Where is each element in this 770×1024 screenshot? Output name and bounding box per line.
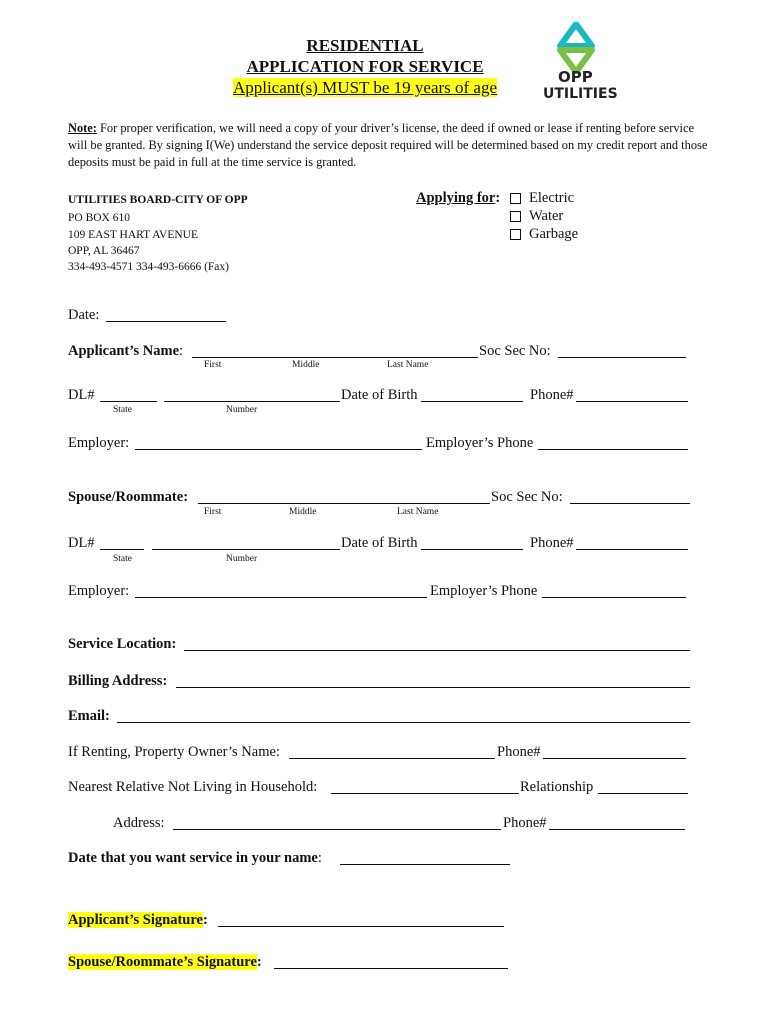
applicant-number-hint: Number [226,405,258,415]
org-name: UTILITIES BOARD-CITY OF OPP [68,194,248,206]
relative-phone-label: Phone# [503,815,547,831]
electric-checkbox[interactable] [510,193,521,204]
spouse-employer-phone-label: Employer’s Phone [430,583,538,599]
billing-address-label: Billing Address: [68,673,168,689]
address-street: 109 EAST HART AVENUE [68,229,198,241]
spouse-ssn-label: Soc Sec No: [491,489,563,505]
spouse-signature-colon: : [256,954,262,970]
renting-owner-phone-label: Phone# [497,744,541,760]
spouse-employer-label: Employer: [68,583,130,599]
relationship-field[interactable] [598,793,688,794]
applying-for-label [416,190,500,207]
applicant-phone-field[interactable] [576,401,688,402]
date-label: Date: [68,307,100,323]
date-service-text: Date that you want service in your name [68,850,318,866]
renting-owner-phone-field[interactable] [543,758,686,759]
service-location-label: Service Location: [68,636,177,652]
applicant-employer-field[interactable] [135,449,422,450]
applicant-state-hint: State [113,405,132,415]
applicant-name-colon: : [179,343,184,359]
applicant-dl-label: DL# [68,387,95,403]
spouse-employer-field[interactable] [135,597,427,598]
date-service-colon: : [317,850,322,866]
relative-phone-field[interactable] [549,829,685,830]
relationship-label: Relationship [520,779,594,795]
service-location-field[interactable] [184,650,690,651]
spouse-employer-phone-field[interactable] [542,597,686,598]
logo-triangle-icon [540,22,612,74]
nearest-relative-label: Nearest Relative Not Living in Household: [68,779,318,795]
spouse-signature-text: Spouse/Roommate’s Signature [68,954,257,970]
note-paragraph [68,120,708,171]
spouse-phone-label: Phone# [530,535,574,551]
address-pobox: PO BOX 610 [68,212,130,224]
applicant-employer-label: Employer: [68,435,130,451]
applicant-dob-field[interactable] [421,401,523,402]
email-label: Email: [68,708,110,724]
title-application: APPLICATION FOR SERVICE [246,57,484,76]
applicant-signature-text: Applicant’s Signature [68,912,203,928]
applicant-ssn-label: Soc Sec No: [479,343,551,359]
logo-utilities-text: UTILITIES [543,86,618,102]
applicant-middle-hint: Middle [292,360,320,370]
spouse-number-hint: Number [226,554,258,564]
option-water[interactable] [510,208,563,225]
date-field[interactable] [106,321,226,322]
spouse-name-text: Spouse/Roommate: [68,489,189,505]
applicant-dl-number-field[interactable] [164,401,340,402]
water-checkbox[interactable] [510,211,521,222]
address-city: OPP, AL 36467 [68,245,140,257]
electric-label: Electric [529,190,575,206]
note-label: Note: [68,121,97,135]
garbage-checkbox[interactable] [510,229,521,240]
nearest-relative-field[interactable] [331,793,519,794]
spouse-dob-label: Date of Birth [341,535,418,551]
spouse-name-label [68,489,188,506]
relative-address-field[interactable] [173,829,501,830]
applicant-name-label [68,343,183,360]
relative-address-label: Address: [113,815,165,831]
spouse-dob-field[interactable] [421,549,523,550]
spouse-dl-state-field[interactable] [100,549,144,550]
garbage-label: Garbage [529,226,579,242]
opp-utilities-logo [540,22,618,108]
date-service-field[interactable] [340,864,510,865]
subtitle-age [200,78,530,98]
applicant-phone-label: Phone# [530,387,574,403]
spouse-signature-label [68,954,262,971]
option-electric[interactable] [510,190,574,207]
applicant-ssn-field[interactable] [558,357,686,358]
applicant-signature-colon: : [202,912,208,928]
applicant-dob-label: Date of Birth [341,387,418,403]
spouse-dl-label: DL# [68,535,95,551]
applicant-employer-phone-field[interactable] [538,449,688,450]
renting-owner-field[interactable] [289,758,495,759]
email-field[interactable] [117,722,690,723]
applicant-name-text: Applicant’s Name [68,343,180,359]
applicant-name-field[interactable] [192,357,478,358]
billing-address-field[interactable] [176,687,690,688]
applicant-lastname-hint: Last Name [387,360,429,370]
renting-owner-label: If Renting, Property Owner’s Name: [68,744,280,760]
spouse-lastname-hint: Last Name [397,507,439,517]
spouse-middle-hint: Middle [289,507,317,517]
date-service-label [68,850,322,867]
option-garbage[interactable] [510,226,578,243]
spouse-ssn-field[interactable] [570,503,690,504]
subtitle-text: Applicant(s) MUST be 19 years of age [232,78,498,97]
spouse-state-hint: State [113,554,132,564]
applicant-dl-state-field[interactable] [100,401,157,402]
note-text: For proper verification, we will need a copy of your driver’s license, the deed if owned or lease if renting before service will be granted. By signing I(We) understand the service deposit required will be determined based on my credit report and those deposits must be paid in full at the time service is granted. [68,121,708,169]
spouse-first-hint: First [204,507,222,517]
applicant-signature-field[interactable] [218,926,504,927]
applicant-employer-phone-label: Employer’s Phone [426,435,534,451]
applying-for-text: Applying for [416,190,496,206]
applicant-first-hint: First [204,360,222,370]
spouse-signature-field[interactable] [274,968,508,969]
water-label: Water [529,208,564,224]
applicant-signature-label [68,912,208,929]
applying-for-colon: : [495,190,501,206]
spouse-dl-number-field[interactable] [152,549,340,550]
spouse-name-field[interactable] [198,503,490,504]
logo-opp-text: OPP [558,68,593,86]
title-residential: RESIDENTIAL [306,36,424,55]
spouse-phone-field[interactable] [576,549,688,550]
address-phone: 334-493-4571 334-493-6666 (Fax) [68,261,229,273]
